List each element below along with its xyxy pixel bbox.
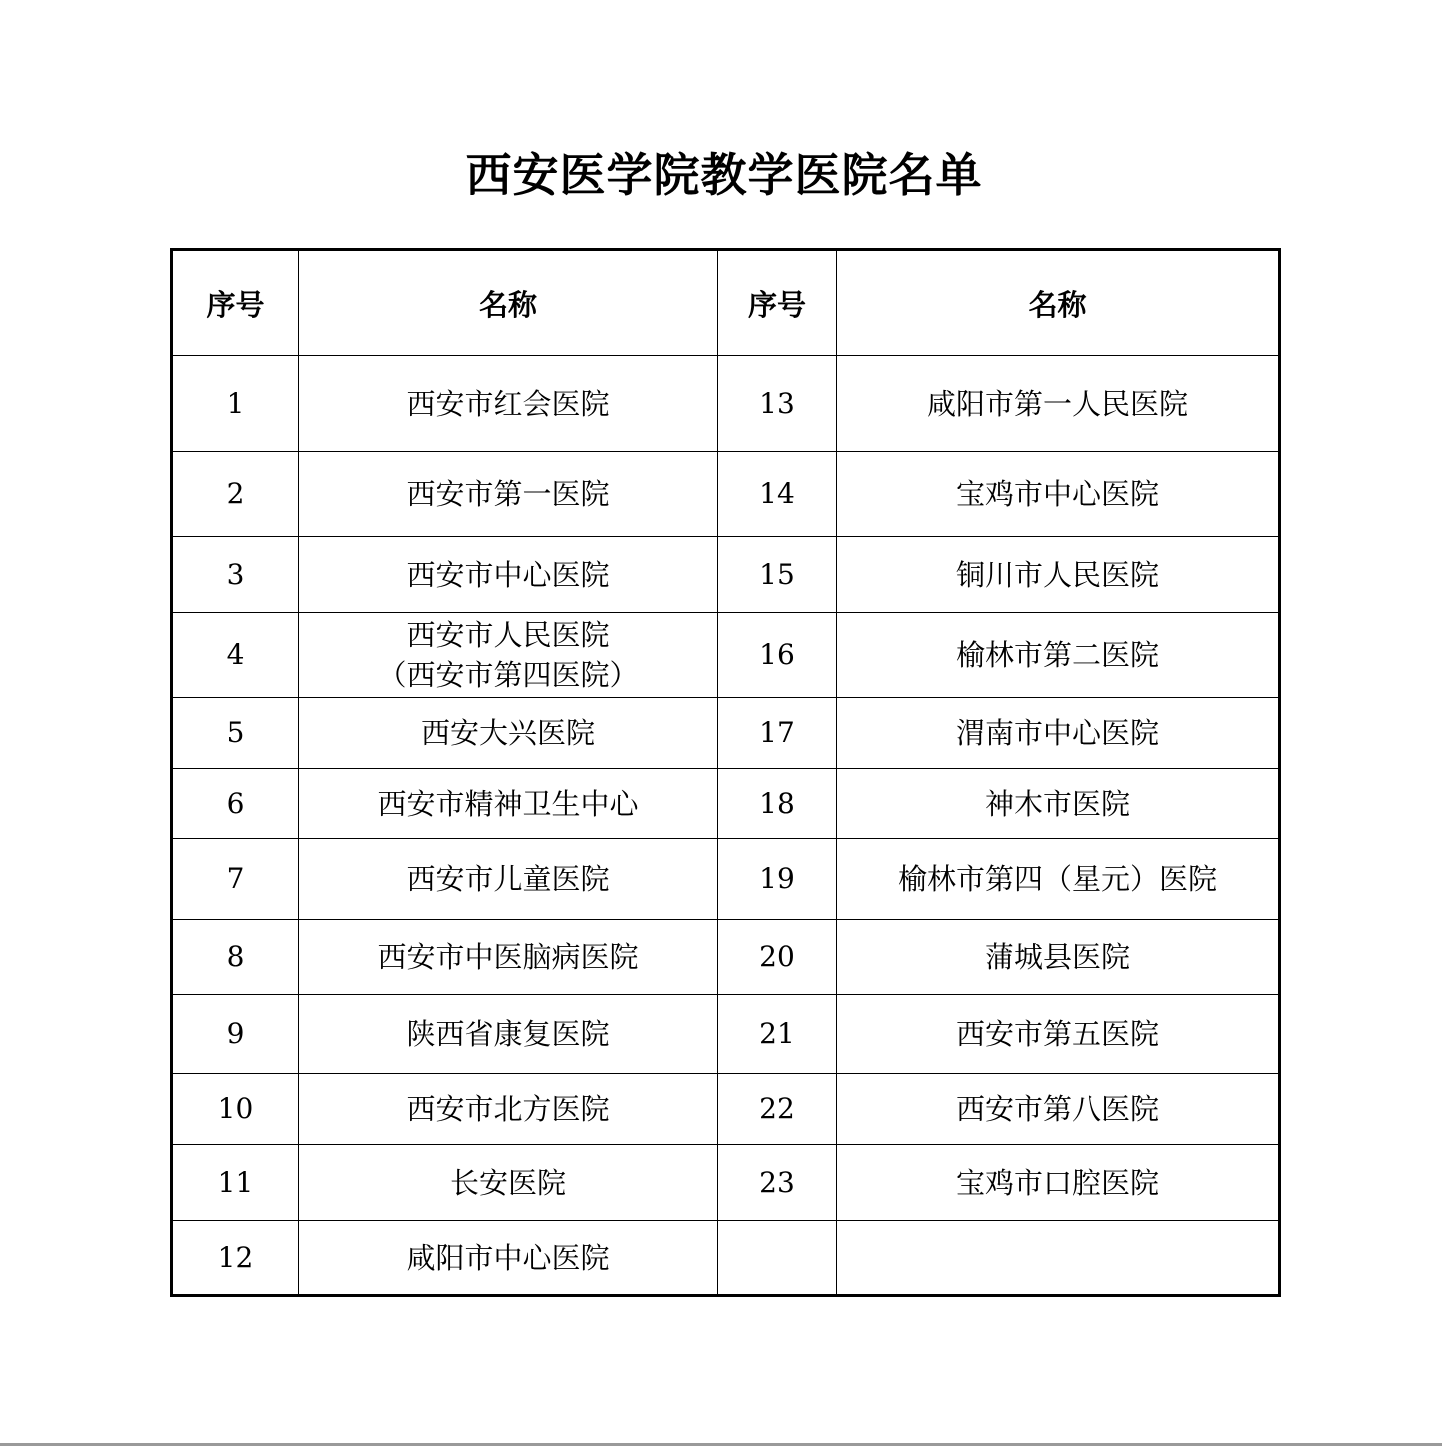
header-name-right: 名称 — [837, 250, 1280, 356]
left-name-line: 西安市精神卫生中心 — [377, 786, 639, 821]
right-seq-cell: 23 — [718, 1145, 837, 1221]
left-name-line: 西安市第一医院 — [406, 477, 610, 511]
left-seq-cell: 1 — [172, 356, 299, 452]
left-seq-cell: 4 — [172, 613, 299, 698]
left-name-line: 西安市儿童医院 — [406, 862, 610, 896]
left-name-cell — [299, 356, 718, 452]
right-seq-cell: 17 — [718, 698, 837, 769]
right-name-cell: 宝鸡市中心医院 — [837, 452, 1280, 537]
right-name-cell: 榆林市第二医院 — [837, 613, 1280, 698]
right-seq-cell: 15 — [718, 537, 837, 613]
left-seq-cell: 2 — [172, 452, 299, 537]
left-name-line: 西安市中心医院 — [406, 557, 610, 592]
right-seq-cell: 18 — [718, 769, 837, 839]
left-seq-cell: 11 — [172, 1145, 299, 1221]
left-name-cell — [299, 1145, 718, 1221]
right-seq-cell: 22 — [718, 1074, 837, 1145]
left-name-line: 西安市人民医院 — [406, 618, 610, 652]
left-name-line: 西安市北方医院 — [406, 1092, 610, 1126]
left-name-cell — [299, 769, 718, 839]
left-seq-cell: 8 — [172, 920, 299, 995]
right-seq-cell: 19 — [718, 839, 837, 920]
table-row — [172, 839, 1280, 920]
left-name-cell — [299, 839, 718, 920]
right-name-cell — [837, 1221, 1280, 1296]
bottom-divider — [0, 1443, 1442, 1446]
left-seq-cell: 5 — [172, 698, 299, 769]
right-name-cell: 铜川市人民医院 — [837, 537, 1280, 613]
table-row — [172, 920, 1280, 995]
left-name-line: 西安大兴医院 — [420, 716, 595, 750]
right-name-cell: 西安市第八医院 — [837, 1074, 1280, 1145]
left-name-cell — [299, 698, 718, 769]
left-name-cell — [299, 613, 718, 698]
right-name-cell: 宝鸡市口腔医院 — [837, 1145, 1280, 1221]
right-seq-cell: 21 — [718, 995, 837, 1074]
table-row — [172, 995, 1280, 1074]
right-name-cell: 榆林市第四（星元）医院 — [837, 839, 1280, 920]
header-name-left: 名称 — [299, 250, 718, 356]
table-header-row — [172, 250, 1280, 356]
page-title: 西安医学院教学医院名单 — [465, 148, 983, 202]
table-row — [172, 1221, 1280, 1296]
left-seq-cell: 3 — [172, 537, 299, 613]
right-name-cell: 西安市第五医院 — [837, 995, 1280, 1074]
table-row — [172, 1145, 1280, 1221]
table-row — [172, 1074, 1280, 1145]
left-name-line: 西安市红会医院 — [406, 386, 610, 421]
left-seq-cell: 7 — [172, 839, 299, 920]
left-name-cell — [299, 1074, 718, 1145]
right-name-cell: 渭南市中心医院 — [837, 698, 1280, 769]
right-name-cell: 咸阳市第一人民医院 — [837, 356, 1280, 452]
left-seq-cell: 10 — [172, 1074, 299, 1145]
right-name-cell: 神木市医院 — [837, 769, 1280, 839]
left-name-line: 西安市中医脑病医院 — [377, 940, 639, 974]
left-name-cell — [299, 537, 718, 613]
header-seq-left: 序号 — [172, 250, 299, 356]
left-name-cell — [299, 452, 718, 537]
left-name-cell — [299, 995, 718, 1074]
left-seq-cell: 12 — [172, 1221, 299, 1296]
table-row — [172, 452, 1280, 537]
right-seq-cell: 20 — [718, 920, 837, 995]
left-seq-cell: 9 — [172, 995, 299, 1074]
table-body — [172, 356, 1280, 1296]
left-name-cell — [299, 1221, 718, 1296]
left-name-line: 咸阳市中心医院 — [406, 1240, 610, 1275]
right-name-cell: 蒲城县医院 — [837, 920, 1280, 995]
right-seq-cell — [718, 1221, 837, 1296]
right-seq-cell: 14 — [718, 452, 837, 537]
left-name-line: 陕西省康复医院 — [406, 1017, 610, 1051]
table-row — [172, 356, 1280, 452]
left-name-cell — [299, 920, 718, 995]
hospital-table — [170, 248, 1281, 1297]
left-name-line: 长安医院 — [449, 1165, 566, 1200]
table-row — [172, 698, 1280, 769]
right-seq-cell: 16 — [718, 613, 837, 698]
header-seq-right: 序号 — [718, 250, 837, 356]
table-row — [172, 769, 1280, 839]
left-name-subline: （西安市第四医院） — [377, 658, 639, 692]
right-seq-cell: 13 — [718, 356, 837, 452]
table-row — [172, 613, 1280, 698]
table-row — [172, 537, 1280, 613]
left-seq-cell: 6 — [172, 769, 299, 839]
